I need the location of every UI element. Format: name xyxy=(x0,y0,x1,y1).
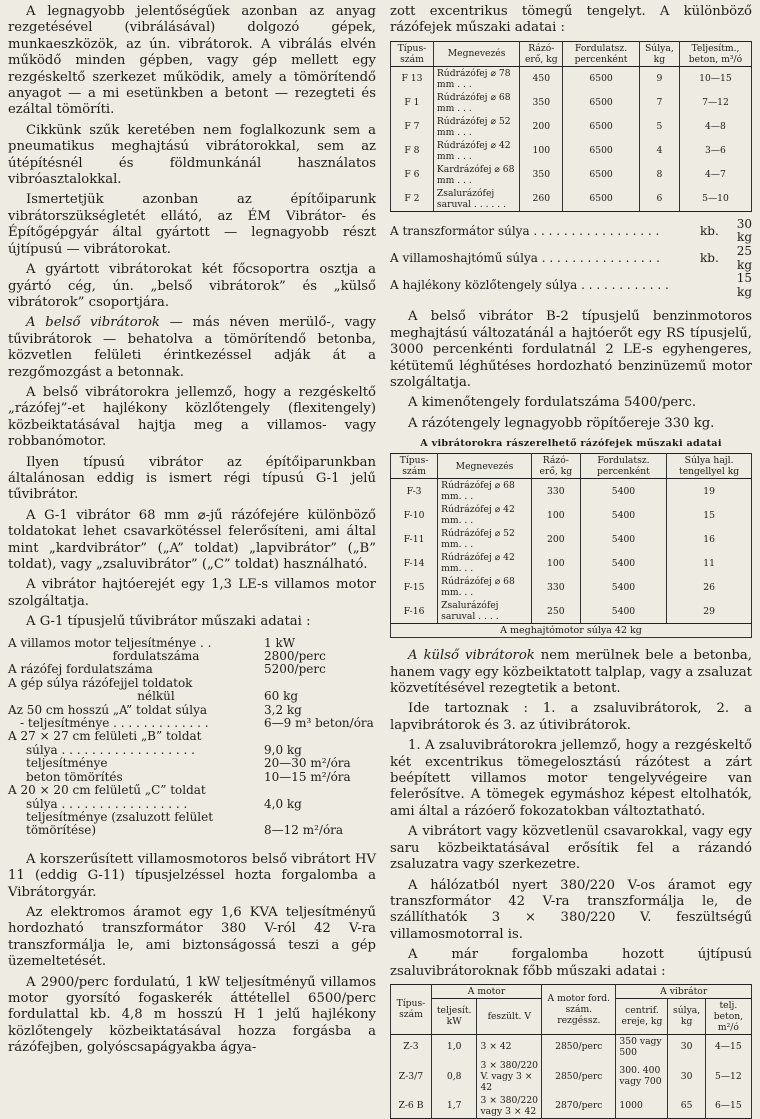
table-cell: 3 × 380/220 V. vagy 3 × 42 xyxy=(477,1059,542,1094)
table-cell: 100 xyxy=(531,551,580,575)
spec-value: 4,0 kg xyxy=(264,796,302,811)
paragraph: 1. A zsaluvibrátorokra jellemző, hogy a rezgéskeltő két excentrikus tömegelosztású rázótest a zárt beépített villamos motor tengelyvégeire van felerősítve. A tömegek egymáshoz képest eltolhatók, ami által a rázóerő fokozatokban változtatható. xyxy=(390,738,752,819)
table-row xyxy=(391,1094,752,1119)
paragraph-text: — más néven merülő-, vagy tűvibrátorok — behatolva a tömörítendő betonba, közvetlen felületi érintkezéssel adják át a rezgőmozgást a betonnak. xyxy=(8,315,376,380)
table-cell: 300. 400 vagy 700 xyxy=(616,1059,668,1094)
table-cell: 7—12 xyxy=(679,91,751,115)
weight-label: A villamoshajtómű súlya . . . . . . . . . . . . . . . . xyxy=(390,250,660,265)
table-cell: 6500 xyxy=(563,163,640,187)
spec-label: nélkül xyxy=(137,689,175,704)
paragraph: A 2900/perc fordulatú, 1 kW teljesítményű villamos motor gyorsító fogaskerék áttétellel 6500/perc fordulattal kb. 4,8 m hosszú H 1 jelű hajlékony közlőtengely közbeiktatásával hozza forgásba a rázófejben, golyóscsapágyakba ágya- xyxy=(8,974,376,1056)
table-cell: 7 xyxy=(639,91,679,115)
spec-value: 2800/perc xyxy=(264,649,326,664)
table-cell: 29 xyxy=(667,599,752,624)
paragraph xyxy=(390,648,752,697)
spec-label: beton tömörítés xyxy=(26,769,123,784)
weight-approx: kb. xyxy=(700,250,719,265)
spec-row xyxy=(8,650,376,663)
paragraph: A G-1 típusjelű tűvibrátor műszaki adatai : xyxy=(26,614,311,630)
table-cell: 8 xyxy=(639,163,679,187)
paragraph: A korszerűsített villamosmotoros belső vibrátort HV 11 (eddig G-11) típusjelzéssel hozta forgalomba a Vibrátorgyár. xyxy=(8,851,376,900)
table-cell: 5 xyxy=(639,115,679,139)
table-cell: 4—8 xyxy=(679,115,751,139)
table-cell: Rúdrázófej ⌀ 52 mm . . . xyxy=(433,115,519,139)
header-rpm: A motor ford. szám. rezgéssz. xyxy=(542,984,616,1034)
g1-spec-table xyxy=(8,637,376,838)
spec-label: A villamos motor teljesítménye . . xyxy=(8,635,212,650)
table-cell: 350 xyxy=(520,163,563,187)
paragraph: A belső vibrátor B-2 típusjelű benzinmotoros meghajtású változatánál a hajtóerőt egy RS típusjelű, 3000 percenkénti fordulatnál 2 LE-s egyhengeres, kétütemű léghűtéses hordozható benzinüzemű motor szolgáltatja. xyxy=(390,309,752,390)
table-cell: 5400 xyxy=(580,479,666,504)
table-cell: Rúdrázófej ⌀ 68 mm. . . xyxy=(438,575,532,599)
weight-row xyxy=(390,218,752,245)
table-cell: 26 xyxy=(667,575,752,599)
spec-value: 60 kg xyxy=(264,689,299,704)
paragraph: Az elektromos áramot egy 1,6 KVA teljesítményű hordozható transzformátor 380 V-ról 42 V-ra transzformálja le, ami biztonságossá teszi a gép üzemeltetését. xyxy=(8,904,376,970)
spec-label: Az 50 cm hosszú „A” toldat súlya xyxy=(8,702,208,717)
spec-value xyxy=(264,677,376,690)
table-cell: 30 xyxy=(668,1034,705,1059)
spec-value xyxy=(264,730,376,743)
table-cell: F 8 xyxy=(391,139,434,163)
weight-approx: kb. xyxy=(700,223,719,238)
table-cell: Z-6 B xyxy=(391,1094,432,1119)
column-header: Fordulatsz. percenként xyxy=(563,41,640,66)
table-cell: F-10 xyxy=(391,503,438,527)
paragraph: zott excentrikus tömegű tengelyt. A különböző rázófejek műszaki adatai : xyxy=(390,4,752,36)
table-cell: 100 xyxy=(520,139,563,163)
spec-row xyxy=(8,677,376,690)
spec-label: teljesítménye xyxy=(26,756,108,771)
table-cell: 200 xyxy=(531,527,580,551)
vibration-heads-table xyxy=(390,41,752,212)
spec-row xyxy=(8,771,376,784)
paragraph: A rázótengely legnagyobb röpítőereje 330 kg. xyxy=(408,415,715,431)
weight-approx xyxy=(700,272,722,299)
spec-label: fordulatszáma xyxy=(112,649,200,664)
table-cell: F 13 xyxy=(391,66,434,91)
spec-value: 5200/perc xyxy=(264,662,326,677)
table-cell: 350 vagy 500 xyxy=(616,1034,668,1059)
spec-value: 1 kW xyxy=(264,635,296,650)
table-cell: F 2 xyxy=(391,187,434,212)
spec-label: - teljesítménye . . . . . . . . . . . . . xyxy=(20,716,209,731)
column-header: Fordulatsz. percenként xyxy=(580,454,666,479)
table-cell: 330 xyxy=(531,479,580,504)
table-row xyxy=(391,1034,752,1059)
table-cell: 6 xyxy=(639,187,679,212)
table-row xyxy=(391,575,752,599)
spec-value: 10—15 m²/óra xyxy=(264,769,351,784)
column-header: Súlya hajl. tengellyel kg xyxy=(667,454,752,479)
column-header: Rázó-erő, kg xyxy=(520,41,563,66)
table-cell: 330 xyxy=(531,575,580,599)
paragraph: A belső vibrátorokra jellemző, hogy a rezgéskeltő „rázófej”-et hajlékony közlőtengely (flexitengely) közbeiktatásával hajtja meg a villamos- vagy robbanómotor. xyxy=(8,384,376,450)
table-cell: 6500 xyxy=(563,187,640,212)
attachable-heads-table xyxy=(390,453,752,624)
spec-row xyxy=(8,757,376,770)
table-row xyxy=(391,599,752,624)
table-cell: F 1 xyxy=(391,91,434,115)
spec-row xyxy=(8,744,376,757)
table-cell: F 7 xyxy=(391,115,434,139)
formwork-vibrators-table xyxy=(390,984,752,1119)
table-cell: Rúdrázófej ⌀ 78 mm . . . xyxy=(433,66,519,91)
spec-label: A 20 × 20 cm felületű „C” toldat xyxy=(8,783,206,798)
header-vibrator: A vibrátor xyxy=(616,984,752,998)
header-weight: súlya, kg xyxy=(668,998,705,1034)
spec-value: 9,0 kg xyxy=(264,742,302,757)
paragraph: Cikkünk szűk keretében nem foglalkozunk sem a pneumatikus meghajtású vibrátorokkal, sem az útépítésnél és földmunkánál használatos vibróasztalokkal. xyxy=(8,122,376,188)
column-header: Teljesítm., beton, m³/ó xyxy=(679,41,751,66)
table-row xyxy=(391,66,752,91)
table-cell: F 6 xyxy=(391,163,434,187)
header-voltage: feszült. V xyxy=(477,998,542,1034)
table-cell: 15 xyxy=(667,503,752,527)
spec-value: 8—12 m²/óra xyxy=(264,823,344,838)
spec-value: 20—30 m²/óra xyxy=(264,756,351,771)
weight-row xyxy=(390,245,752,272)
table-row xyxy=(391,187,752,212)
table-cell: 3 × 42 xyxy=(477,1034,542,1059)
spec-value xyxy=(264,784,376,797)
table-cell: Kardrázófej ⌀ 68 mm . . . xyxy=(433,163,519,187)
table-cell: 200 xyxy=(520,115,563,139)
table-cell: Z-3/7 xyxy=(391,1059,432,1094)
spec-label: súlya . . . . . . . . . . . . . . . . . . xyxy=(26,742,195,757)
table-cell: 1000 xyxy=(616,1094,668,1119)
table-row xyxy=(391,1059,752,1094)
table-row xyxy=(391,527,752,551)
weights-list xyxy=(390,218,752,300)
motor-weight-note: A meghajtómotor súlya 42 kg xyxy=(390,624,752,638)
spec-value: 6—9 m³ beton/óra xyxy=(264,716,374,731)
spec-row xyxy=(8,704,376,717)
table-cell: 2850/perc xyxy=(542,1034,616,1059)
weight-value: 15 kg xyxy=(736,271,752,299)
paragraph: A hálózatból nyert 380/220 V-os áramot egy transzformátor 42 V-ra transzformálja le, de szállíthatók 3 × 380/220 V. feszültségű villamosmotorral is. xyxy=(390,877,752,942)
paragraph: A vibrátor hajtóerejét egy 1,3 LE-s villamos motor szolgáltatja. xyxy=(8,577,376,609)
right-column xyxy=(390,4,752,1119)
table-row xyxy=(391,163,752,187)
table-cell: Rúdrázófej ⌀ 52 mm. . . xyxy=(438,527,532,551)
paragraph: A legnagyobb jelentőségűek azonban az anyag rezgetésével (vibrálásával) dolgozó gépek, munkaeszközök, az ún. vibrátorok. A vibrálás elvén működő minden gépben, vagy gép mellett egy rezgéskeltő szerkezet működik, amely a tömörítendő anyagot — a mi esetünkben a betont — rezegteti és ezáltal tömöríti. xyxy=(8,4,376,118)
table-cell: 1,7 xyxy=(431,1094,477,1119)
spec-row xyxy=(8,798,376,811)
table-cell: Zsalurázófej saruval . . . . . . xyxy=(433,187,519,212)
weight-label: A hajlékony közlőtengely súlya . . . . . . . . . . . . xyxy=(390,277,669,292)
table-cell: 5400 xyxy=(580,527,666,551)
table-cell: 5400 xyxy=(580,503,666,527)
spec-value: 3,2 kg xyxy=(264,702,302,717)
table-cell: 16 xyxy=(667,527,752,551)
header-type: Típus-szám xyxy=(391,984,432,1034)
table-cell: 6500 xyxy=(563,91,640,115)
weight-value: 30 kg xyxy=(736,216,752,245)
paragraph: A G-1 vibrátor 68 mm ⌀-jű rázófejére különböző toldatokat lehet csavarkötéssel felerősíteni, ami által mint „kardvibrátor” („A” toldat) „lapvibrátor” („B” toldat), vagy „zsaluvibrátor” („C” toldat) használható. xyxy=(8,507,376,572)
table-cell: Rúdrázófej ⌀ 42 mm . . . xyxy=(433,139,519,163)
table-cell: 5400 xyxy=(580,599,666,624)
table-cell: 3—6 xyxy=(679,139,751,163)
table-cell: F-15 xyxy=(391,575,438,599)
table-cell: 6500 xyxy=(563,139,640,163)
table-cell: Rúdrázófej ⌀ 68 mm . . . xyxy=(433,91,519,115)
table-cell: 250 xyxy=(531,599,580,624)
spec-label: súlya . . . . . . . . . . . . . . . . . xyxy=(26,796,188,811)
paragraph: Ide tartoznak : 1. a zsaluvibrátorok, 2. a lapvibrátorok és 3. az útivibrátorok. xyxy=(390,701,752,733)
table-cell: 19 xyxy=(667,479,752,504)
table-cell: 450 xyxy=(520,66,563,91)
table-cell: Zsalurázófej saruval . . . . xyxy=(438,599,532,624)
spec-row xyxy=(8,663,376,676)
table-row xyxy=(391,503,752,527)
table-cell: 3 × 380/220 vagy 3 × 42 xyxy=(477,1094,542,1119)
table-cell: 5400 xyxy=(580,551,666,575)
table-cell: 260 xyxy=(520,187,563,212)
table-cell: Rúdrázófej ⌀ 42 mm. . . xyxy=(438,551,532,575)
weight-value: 25 kg xyxy=(736,244,752,272)
paragraph-text: nem merülnek bele a betonba, hanem vagy egy közbeiktatott talplap, vagy a zsaluzat közvetítésével rezegtetik a betont. xyxy=(390,648,752,697)
table-row xyxy=(391,551,752,575)
paragraph: A gyártott vibrátorokat két főcsoportra osztja a gyártó cég, ún. „belső vibrátorok” és „külső vibrátorok” csoportjára. xyxy=(8,262,376,310)
table-cell: 2850/perc xyxy=(542,1059,616,1094)
table-cell: 30 xyxy=(668,1059,705,1094)
table-cell: 1,0 xyxy=(431,1034,477,1059)
table-cell: 100 xyxy=(531,503,580,527)
table-cell: 4—15 xyxy=(705,1034,751,1059)
table-cell: 2870/perc xyxy=(542,1094,616,1119)
table-cell: 11 xyxy=(667,551,752,575)
spec-row xyxy=(8,784,376,797)
table-cell: 5400 xyxy=(580,575,666,599)
column-header: Megnevezés xyxy=(438,454,532,479)
table-cell: 10—15 xyxy=(679,66,751,91)
table-cell: 5—12 xyxy=(705,1059,751,1094)
spec-row xyxy=(8,717,376,730)
table-cell: F-3 xyxy=(391,479,438,504)
column-header: Rázó-erő, kg xyxy=(531,454,580,479)
table-cell: 9 xyxy=(639,66,679,91)
weight-label: A transzformátor súlya . . . . . . . . . . . . . . . . . xyxy=(390,223,660,238)
table-cell: 65 xyxy=(668,1094,705,1119)
paragraph xyxy=(8,315,376,381)
spec-row xyxy=(8,811,376,838)
table-cell: 6500 xyxy=(563,66,640,91)
table-row xyxy=(391,139,752,163)
column-header: Súlya, kg xyxy=(639,41,679,66)
header-power: teljesít. kW xyxy=(431,998,477,1034)
table-caption: A vibrátorokra rászerelhető rázófejek műszaki adatai xyxy=(420,438,722,450)
column-header: Megnevezés xyxy=(433,41,519,66)
weight-row xyxy=(390,272,752,299)
spec-label: teljesítménye (zsaluzott felület tömörítése) xyxy=(26,809,214,838)
table-cell: 4 xyxy=(639,139,679,163)
table-cell: 5—10 xyxy=(679,187,751,212)
header-force: centrif. ereje, kg xyxy=(616,998,668,1034)
paragraph: Ilyen típusú vibrátor az építőiparunkban általánosan eddig is ismert régi típusú G-1 jelű tűvibrátor. xyxy=(8,454,376,503)
spec-row xyxy=(8,730,376,743)
table-cell: F-14 xyxy=(391,551,438,575)
header-motor: A motor xyxy=(431,984,541,998)
table-cell: Z-3 xyxy=(391,1034,432,1059)
table-cell: 0,8 xyxy=(431,1059,477,1094)
table-cell: 350 xyxy=(520,91,563,115)
left-column xyxy=(8,4,376,1061)
header-output: telj. beton, m²/ó xyxy=(705,998,751,1034)
table-cell: 6500 xyxy=(563,115,640,139)
table-row xyxy=(391,115,752,139)
paragraph: A kimenőtengely fordulatszáma 5400/perc. xyxy=(408,395,697,411)
table-cell: Rúdrázófej ⌀ 42 mm. . . xyxy=(438,503,532,527)
table-cell: 6—15 xyxy=(705,1094,751,1119)
table-cell: Rúdrázófej ⌀ 68 mm. . . xyxy=(438,479,532,504)
table-row xyxy=(391,91,752,115)
term-external-vibrators: A külső vibrátorok xyxy=(408,648,535,664)
term-internal-vibrators: A belső vibrátorok xyxy=(26,315,160,331)
spec-row xyxy=(8,690,376,703)
table-cell: F-11 xyxy=(391,527,438,551)
paragraph: A vibrátort vagy közvetlenül csavarokkal, vagy egy saru közbeiktatásával erősítik fel a rázandó zsaluzatra vagy szerkezetre. xyxy=(390,824,752,873)
spec-row xyxy=(8,637,376,650)
spec-label: A rázófej fordulatszáma xyxy=(8,662,153,677)
table-cell: 4—7 xyxy=(679,163,751,187)
spec-label: A 27 × 27 cm felületi „B” toldat xyxy=(8,729,202,744)
table-cell: F-16 xyxy=(391,599,438,624)
paragraph: A már forgalomba hozott újtípusú zsaluvibrátoroknak főbb műszaki adatai : xyxy=(390,947,752,979)
spec-label: A gép súlya rázófejjel toldatok xyxy=(8,675,193,690)
column-header: Típus-szám xyxy=(391,41,434,66)
table-row xyxy=(391,479,752,504)
paragraph: Ismertetjük azonban az építőiparunk vibrátorszükségletét ellátó, az ÉM Vibrátor- és Építőgépgyár által gyártott — legnagyobb részt újtípusú — vibrátorokat. xyxy=(8,192,376,257)
column-header: Típus-szám xyxy=(391,454,438,479)
